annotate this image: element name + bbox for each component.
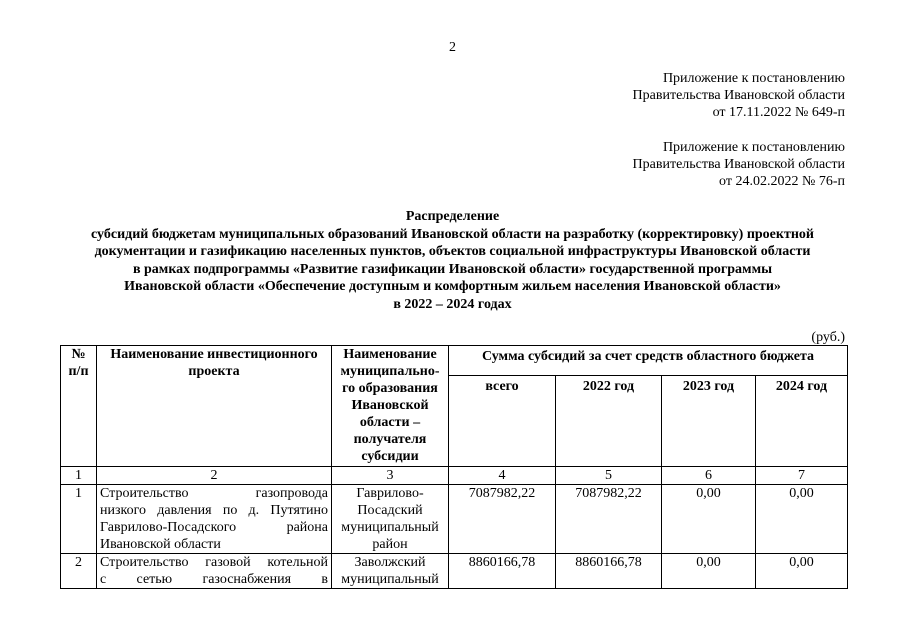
- value-2024: 0,00: [756, 485, 848, 554]
- header-2023: 2023 год: [662, 376, 756, 467]
- table-row: [61, 485, 848, 554]
- project-line: Строительство газовой котельной: [100, 555, 328, 570]
- row-num: 2: [61, 554, 97, 589]
- municipality-line: район: [372, 537, 408, 552]
- column-number: 1: [61, 467, 97, 485]
- value-2023: 0,00: [662, 485, 756, 554]
- value-2023: 0,00: [662, 554, 756, 589]
- appendix-line: Правительства Ивановской области: [632, 88, 845, 103]
- header-num: № п/п: [61, 346, 97, 467]
- column-number: 4: [449, 467, 556, 485]
- page-number: 2: [449, 40, 456, 55]
- column-number-row: [61, 467, 848, 485]
- column-number: 5: [556, 467, 662, 485]
- appendix-current-reference: [633, 70, 845, 121]
- project-cell: [97, 485, 332, 554]
- row-num: 1: [61, 485, 97, 554]
- appendix-line: от 17.11.2022 № 649-п: [712, 105, 845, 120]
- column-number: 3: [332, 467, 449, 485]
- appendix-line: Приложение к постановлению: [662, 71, 845, 86]
- header-2022: 2022 год: [556, 376, 662, 467]
- project-line: Строительство газопровода: [100, 486, 328, 501]
- header-sum-group: Сумма субсидий за счет средств областного бюджета: [449, 346, 848, 376]
- project-line: Ивановской области: [100, 537, 221, 552]
- header-total: всего: [449, 376, 556, 467]
- column-number: 6: [662, 467, 756, 485]
- project-line: низкого давления по д. Путятино: [100, 503, 328, 518]
- table-row: [61, 554, 848, 589]
- value-2024: 0,00: [756, 554, 848, 589]
- document-title: [30, 208, 875, 313]
- column-number: 7: [756, 467, 848, 485]
- municipality-line: Посадский: [357, 503, 423, 518]
- currency-unit: (руб.): [811, 330, 845, 345]
- value-total: 7087982,22: [449, 485, 556, 554]
- title-line: Распределение: [405, 209, 500, 224]
- appendix-line: Правительства Ивановской области: [632, 157, 845, 172]
- header-municipality: Наименование муниципально-го образования Ивановской области – получателя субсидии: [332, 346, 449, 467]
- municipality-line: Заволжский: [354, 555, 426, 570]
- municipality-cell: [332, 485, 449, 554]
- municipality-line: Гаврилово-: [356, 486, 424, 501]
- subsidy-table: [60, 345, 848, 589]
- municipality-line: муниципальный: [341, 572, 439, 587]
- value-2022: 7087982,22: [556, 485, 662, 554]
- appendix-line: Приложение к постановлению: [662, 140, 845, 155]
- project-line: Гаврилово-Посадского района: [100, 520, 328, 535]
- project-line: с сетью газоснабжения в: [100, 572, 328, 587]
- project-cell: [97, 554, 332, 589]
- title-line: в рамках подпрограммы «Развитие газификации Ивановской области» государственной программы: [132, 261, 773, 277]
- header-row: [61, 346, 848, 376]
- appendix-original-reference: [633, 139, 845, 190]
- value-2022: 8860166,78: [556, 554, 662, 589]
- column-number: 2: [97, 467, 332, 485]
- appendix-line: от 24.02.2022 № 76-п: [719, 174, 845, 189]
- title-line: в 2022 – 2024 годах: [393, 296, 512, 312]
- municipality-cell: [332, 554, 449, 589]
- header-2024: 2024 год: [756, 376, 848, 467]
- title-line: документации и газификацию населенных пунктов, объектов социальной инфраструктуры Ивановской области: [94, 244, 811, 259]
- title-line: Ивановской области «Обеспечение доступным и комфортным жильем населения Ивановской области»: [124, 279, 781, 294]
- title-line: субсидий бюджетам муниципальных образований Ивановской области на разработку (корректировку) проектной: [91, 226, 814, 242]
- value-total: 8860166,78: [449, 554, 556, 589]
- header-project: Наименование инвестиционного проекта: [97, 346, 332, 467]
- municipality-line: муниципальный: [341, 520, 439, 535]
